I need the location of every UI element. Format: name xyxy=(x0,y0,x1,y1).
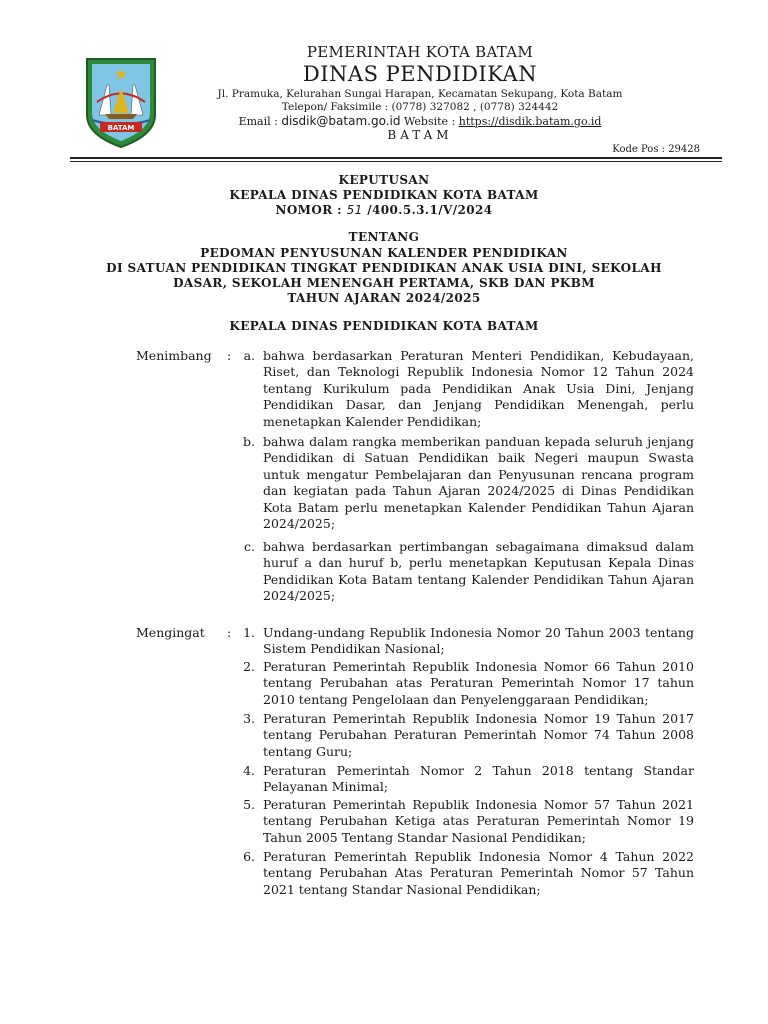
recalling-item-6 xyxy=(200,849,694,898)
emblem-text: BATAM xyxy=(107,124,135,132)
item-marker: b. xyxy=(243,434,255,449)
item-text: bahwa berdasarkan Peraturan Menteri Pendidikan, Kebudayaan, Riset, dan Teknologi Republik Indonesia Nomor 12 Tahun 2024 tentang Kurikulum pada Pendidikan Anak Usia Dini, Jenjang Pendidikan Dasar, dan Jenjang Pendidikan Menengah, perlu menetapkan Kalender Pendidikan; xyxy=(263,348,694,429)
recalling-item-5 xyxy=(200,797,694,846)
government-name: PEMERINTAH KOTA BATAM xyxy=(306,43,534,61)
item-marker: 4. xyxy=(243,763,255,778)
considering-label: Menimbang xyxy=(136,348,212,363)
contact-line xyxy=(200,114,640,128)
letterhead-rule-thin xyxy=(70,161,722,162)
decree-number xyxy=(60,203,708,217)
item-marker: 2. xyxy=(243,659,255,674)
considering-colon: : xyxy=(227,348,232,363)
item-marker: a. xyxy=(243,348,255,363)
recalling-item-2 xyxy=(200,659,694,708)
batam-city-emblem xyxy=(83,55,159,150)
considering-item-c xyxy=(200,539,694,605)
item-text: Peraturan Pemerintah Republik Indonesia Nomor 4 Tahun 2022 tentang Perubahan Atas Peraturan Pemerintah Nomor 57 Tahun 2021 tentang Standar Nasional Pendidikan; xyxy=(263,849,694,897)
item-marker: 3. xyxy=(243,711,255,726)
number-suffix: /400.5.3.1/V/2024 xyxy=(362,203,493,217)
website-label: Website : xyxy=(400,115,459,128)
considering-item-b xyxy=(200,434,694,532)
signatory-heading: KEPALA DINAS PENDIDIKAN KOTA BATAM xyxy=(229,319,539,333)
recalling-item-3 xyxy=(200,711,694,760)
decree-type: KEPUTUSAN xyxy=(338,173,430,187)
decree-issuer: KEPALA DINAS PENDIDIKAN KOTA BATAM xyxy=(229,188,539,202)
letterhead-rule-thick xyxy=(70,157,722,159)
subject-line: DI SATUAN PENDIDIKAN TINGKAT PENDIDIKAN ANAK USIA DINI, SEKOLAH xyxy=(106,261,662,275)
subject-line: PEDOMAN PENYUSUNAN KALENDER PENDIDIKAN xyxy=(200,246,568,260)
department-name: DINAS PENDIDIKAN xyxy=(302,62,538,86)
email-label: Email : xyxy=(238,115,282,128)
item-text: Undang-undang Republik Indonesia Nomor 20 Tahun 2003 tentang Sistem Pendidikan Nasional; xyxy=(263,625,694,657)
postal-code: Kode Pos : 29428 xyxy=(612,144,700,155)
item-text: bahwa berdasarkan pertimbangan sebagaimana dimaksud dalam huruf a dan huruf b, perlu menetapkan Keputusan Kepala Dinas Pendidikan Kota Batam tentang Kalender Pendidikan Tahun Ajaran 2024/2025; xyxy=(263,539,694,604)
email-address[interactable]: disdik@batam.go.id xyxy=(281,114,401,128)
office-address: Jl. Pramuka, Kelurahan Sungai Harapan, Kecamatan Sekupang, Kota Batam xyxy=(217,88,623,100)
subject-line: DASAR, SEKOLAH MENENGAH PERTAMA, SKB DAN PKBM xyxy=(173,276,595,290)
office-phone: Telepon/ Faksimile : (0778) 327082 , (0778) 324442 xyxy=(281,101,559,113)
item-text: Peraturan Pemerintah Republik Indonesia Nomor 57 Tahun 2021 tentang Perubahan Ketiga atas Peraturan Pemerintah Nomor 19 Tahun 2005 Tentang Standar Nasional Pendidikan; xyxy=(263,797,694,845)
item-marker: c. xyxy=(244,539,255,554)
item-marker: 6. xyxy=(243,849,255,864)
about-heading: TENTANG xyxy=(348,230,420,244)
recalling-colon: : xyxy=(227,625,232,640)
considering-item-a xyxy=(200,348,694,430)
website-link[interactable]: https://disdik.batam.go.id xyxy=(458,115,602,128)
item-marker: 5. xyxy=(243,797,255,812)
subject-line: TAHUN AJARAN 2024/2025 xyxy=(287,291,481,305)
item-text: Peraturan Pemerintah Republik Indonesia Nomor 66 Tahun 2010 tentang Perubahan atas Peraturan Pemerintah Nomor 17 tahun 2010 tentang Pengelolaan dan Penyelenggaraan Pendidikan; xyxy=(263,659,694,707)
item-marker: 1. xyxy=(243,625,255,640)
letterhead-city: BATAM xyxy=(387,128,453,142)
item-text: bahwa dalam rangka memberikan panduan kepada seluruh jenjang Pendidikan di Satuan Pendidikan baik Negeri maupun Swasta untuk mengatur Pembelajaran dan Penyusunan rencana program dan kegiatan pada Tahun Ajaran 2024/2025 di Dinas Pendidikan Kota Batam perlu menetapkan Kalender Pendidikan Tahun Ajaran 2024/2025; xyxy=(263,434,694,532)
number-prefix: NOMOR : xyxy=(275,203,347,217)
item-text: Peraturan Pemerintah Republik Indonesia Nomor 19 Tahun 2017 tentang Perubahan Peraturan Pemerintah Nomor 74 Tahun 2008 tentang Guru; xyxy=(263,711,694,759)
number-handwritten: 51 xyxy=(346,203,363,217)
item-text: Peraturan Pemerintah Nomor 2 Tahun 2018 tentang Standar Pelayanan Minimal; xyxy=(263,763,694,795)
recalling-item-1 xyxy=(200,625,694,658)
recalling-item-4 xyxy=(200,763,694,796)
recalling-label: Mengingat xyxy=(136,625,205,640)
